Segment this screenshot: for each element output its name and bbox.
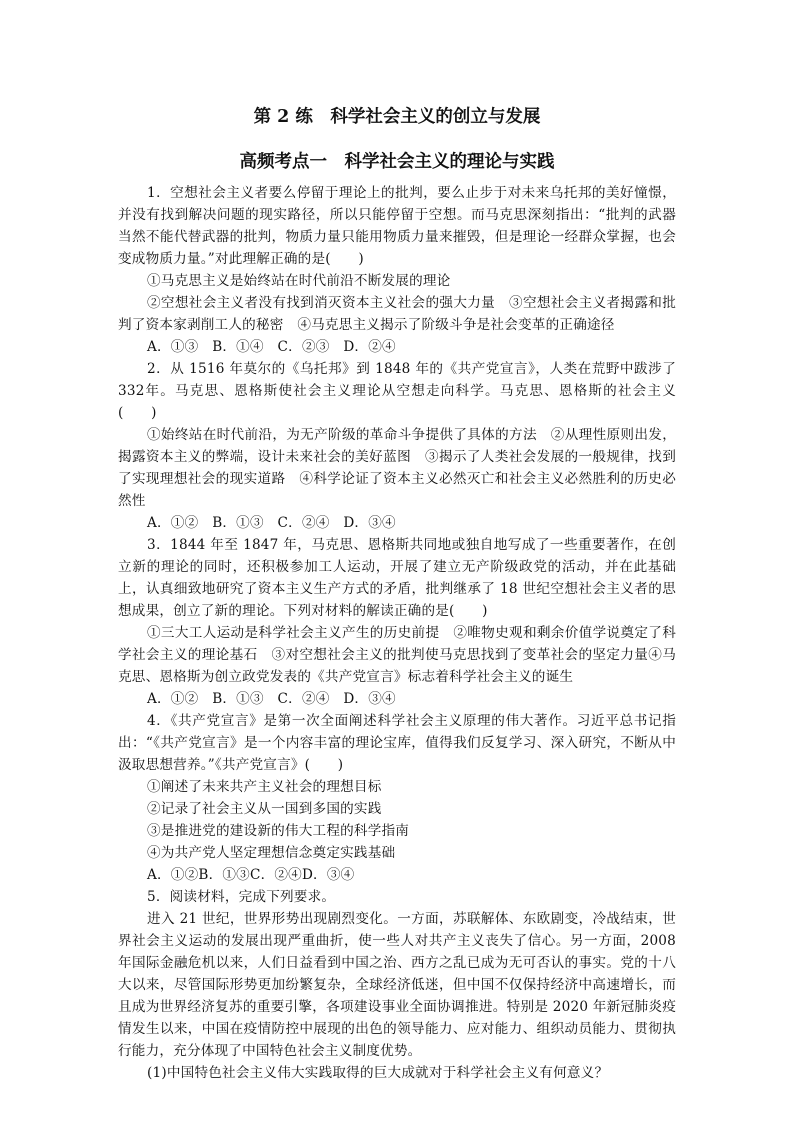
question-1-items-2-4: ②空想社会主义者没有找到消灭资本主义社会的强大力量 ③空想社会主义者揭露和批判了资本家剥削工人的秘密 ④马克思主义揭示了阶级斗争是社会变革的正确途径 [118,295,676,333]
question-3-stem: 3．1844 年至 1847 年，马克思、恩格斯共同地或独自地写成了一些重要著作，在创立新的理论的同时，还积极参加工人运动，开展了建立无产阶级政党的活动，并在此基础上，认真细致地研究了资本主义生产方式的矛盾，批判继承了 18 世纪空想社会主义者的思想成果，创立了新的理论。下列对材料的解读正确的是( ) [118,537,676,619]
question-1-item-1: ①马克思主义是始终站在时代前沿不断发展的理论 [147,273,451,289]
question-1-options: A．①③ B．①④ C．②③ D．②④ [147,339,396,355]
question-3-options: A．①② B．①③ C．②④ D．③④ [147,691,396,707]
question-2-items: ①始终站在时代前沿，为无产阶级的革命斗争提供了具体的方法 ②从理性原则出发，揭露资本主义的弊端，设计未来社会的美好蓝图 ③揭示了人类社会发展的一般规律，找到了实现理想社会的现实道路 ④科学论证了资本主义必然灭亡和社会主义必然胜利的历史必然性 [118,427,676,509]
question-4-stem: 4．《共产党宣言》是第一次全面阐述科学社会主义原理的伟大著作。习近平总书记指出：“《共产党宣言》是一个内容丰富的理论宝库，值得我们反复学习、深入研究，不断从中汲取思想营养。”《共产党宣言》( ) [118,713,676,773]
question-3-items: ①三大工人运动是科学社会主义产生的历史前提 ②唯物史观和剩余价值学说奠定了科学社会主义的理论基石 ③对空想社会主义的批判使马克思找到了变革社会的坚定力量④马克思、恩格斯为创立政党发表的《共产党宣言》标志着科学社会主义的诞生 [118,625,676,685]
document-content [118,100,676,1084]
question-4-item-4: ④为共产党人坚定理想信念奠定实践基础 [147,845,396,861]
question-5-stem: 5．阅读材料，完成下列要求。 [147,889,336,905]
question-4-item-2: ②记录了社会主义从一国到多国的实践 [147,801,382,817]
question-4-options: A．①②B．①③C．②④D．③④ [147,867,355,883]
question-2-options: A．①② B．①③ C．②④ D．③④ [147,515,396,531]
question-4-item-1: ①阐述了未来共产主义社会的理想目标 [147,779,382,795]
question-1-stem: 1．空想社会主义者要么停留于理论上的批判，要么止步于对未来乌托邦的美好憧憬，并没有找到解决问题的现实路径，所以只能停留于空想。而马克思深刻指出：“批判的武器当然不能代替武器的批判，物质力量只能用物质力量来摧毁，但是理论一经群众掌握，也会变成物质力量。”对此理解正确的是( ) [118,185,676,267]
question-4-item-3: ③是推进党的建设新的伟大工程的科学指南 [147,823,410,839]
question-2-stem: 2．从 1516 年莫尔的《乌托邦》到 1848 年的《共产党宣言》，人类在荒野中跋涉了 332年。马克思、恩格斯使社会主义理论从空想走向科学。马克思、恩格斯的社会主义( ) [118,361,676,421]
question-5-subquestion-1: (1)中国特色社会主义伟大实践取得的巨大成就对于科学社会主义有何意义？ [147,1065,609,1081]
page-title: 第 2 练 科学社会主义的创立与发展 [253,107,541,127]
question-5-material: 进入 21 世纪，世界形势出现剧烈变化。一方面，苏联解体、东欧剧变，冷战结束，世界社会主义运动的发展出现严重曲折，使一些人对共产主义丧失了信心。另一方面，2008年国际金融危机以来，人们日益看到中国之治、西方之乱已成为无可否认的事实。党的十八大以来，尽管国际形势更加纷繁复杂，全球经济低迷，但中国不仅保持经济中高速增长，而且成为世界经济复苏的重要引擎，各项建设事业全面协调推进。特别是 2020 年新冠肺炎疫情发生以来，中国在疫情防控中展现的出色的领导能力、应对能力、组织动员能力、贯彻执行能力，充分体现了中国特色社会主义制度优势。 [118,911,676,1059]
section-title: 高频考点一 科学社会主义的理论与实践 [239,152,555,172]
